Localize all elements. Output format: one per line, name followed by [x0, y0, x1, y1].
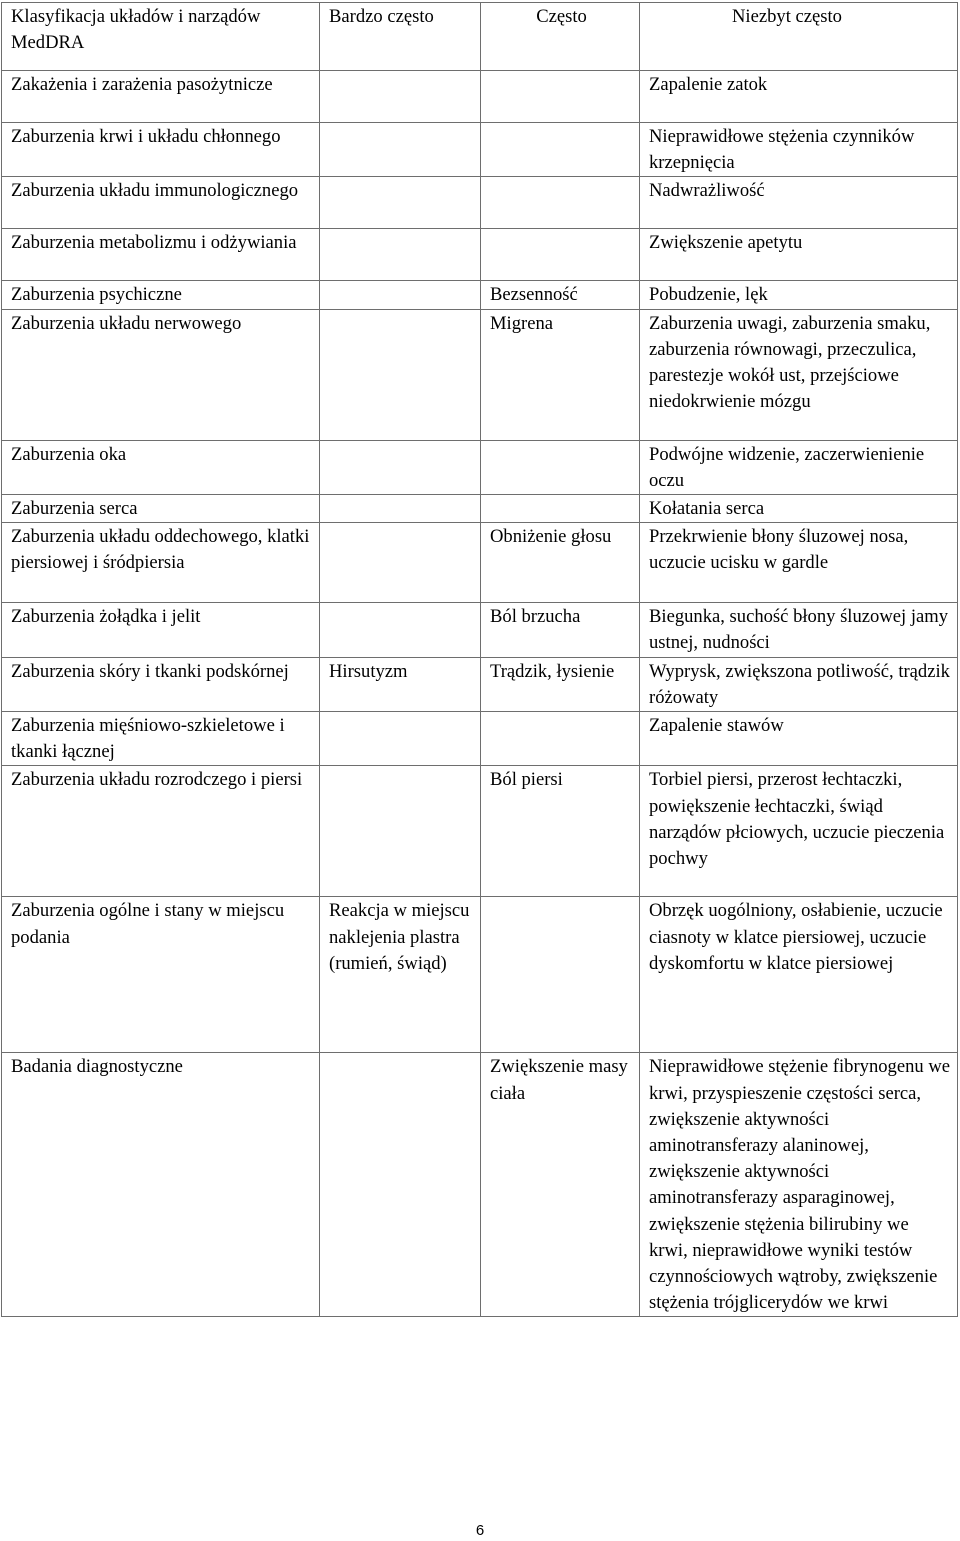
common-cell	[481, 495, 640, 523]
very-common-cell	[320, 766, 481, 897]
table-row	[2, 712, 958, 766]
common-cell: Trądzik, łysienie	[481, 657, 640, 711]
system-organ-class-cell: Zaburzenia żołądka i jelit	[2, 603, 320, 657]
uncommon-cell: Kołatania serca	[640, 495, 958, 523]
uncommon-cell: Zapalenie zatok	[640, 71, 958, 123]
common-cell	[481, 71, 640, 123]
table-row	[2, 71, 958, 123]
uncommon-cell: Nieprawidłowe stężenia czynników krzepnięcia	[640, 123, 958, 177]
system-organ-class-cell: Zaburzenia metabolizmu i odżywiania	[2, 229, 320, 281]
table-row	[2, 766, 958, 897]
common-cell	[481, 123, 640, 177]
table-row	[2, 657, 958, 711]
uncommon-cell: Biegunka, suchość błony śluzowej jamy ustnej, nudności	[640, 603, 958, 657]
table-row	[2, 229, 958, 281]
system-organ-class-cell: Zaburzenia skóry i tkanki podskórnej	[2, 657, 320, 711]
uncommon-cell: Nadwrażliwość	[640, 177, 958, 229]
very-common-cell	[320, 603, 481, 657]
very-common-cell	[320, 281, 481, 309]
uncommon-cell: Pobudzenie, lęk	[640, 281, 958, 309]
very-common-cell	[320, 177, 481, 229]
system-organ-class-cell: Zaburzenia układu rozrodczego i piersi	[2, 766, 320, 897]
very-common-cell: Hirsutyzm	[320, 657, 481, 711]
header-common: Często	[481, 3, 640, 71]
uncommon-cell: Zaburzenia uwagi, zaburzenia smaku, zaburzenia równowagi, przeczulica, parestezje wokół ust, przejściowe niedokrwienie mózgu	[640, 309, 958, 440]
header-uncommon: Niezbyt często	[640, 3, 958, 71]
uncommon-cell: Obrzęk uogólniony, osłabienie, uczucie ciasnoty w klatce piersiowej, uczucie dyskomfortu w klatce piersiowej	[640, 897, 958, 1053]
very-common-cell	[320, 1053, 481, 1317]
system-organ-class-cell: Zaburzenia psychiczne	[2, 281, 320, 309]
header-classification: Klasyfikacja układów i narządów MedDRA	[2, 3, 320, 71]
common-cell: Migrena	[481, 309, 640, 440]
table-row	[2, 281, 958, 309]
very-common-cell	[320, 523, 481, 603]
table-row	[2, 309, 958, 440]
very-common-cell	[320, 123, 481, 177]
common-cell	[481, 712, 640, 766]
very-common-cell	[320, 495, 481, 523]
common-cell: Ból piersi	[481, 766, 640, 897]
system-organ-class-cell: Zaburzenia układu oddechowego, klatki piersiowej i śródpiersia	[2, 523, 320, 603]
table-row	[2, 603, 958, 657]
system-organ-class-cell: Zaburzenia mięśniowo-szkieletowe i tkanki łącznej	[2, 712, 320, 766]
common-cell: Obniżenie głosu	[481, 523, 640, 603]
system-organ-class-cell: Badania diagnostyczne	[2, 1053, 320, 1317]
table-row	[2, 1053, 958, 1317]
adverse-reactions-table	[1, 2, 958, 1317]
table-row	[2, 495, 958, 523]
system-organ-class-cell: Zaburzenia oka	[2, 440, 320, 494]
uncommon-cell: Torbiel piersi, przerost łechtaczki, powiększenie łechtaczki, świąd narządów płciowych, uczucie pieczenia pochwy	[640, 766, 958, 897]
uncommon-cell: Podwójne widzenie, zaczerwienienie oczu	[640, 440, 958, 494]
very-common-cell	[320, 309, 481, 440]
system-organ-class-cell: Zaburzenia ogólne i stany w miejscu podania	[2, 897, 320, 1053]
table-row	[2, 177, 958, 229]
common-cell	[481, 229, 640, 281]
table-row	[2, 440, 958, 494]
very-common-cell	[320, 712, 481, 766]
common-cell	[481, 440, 640, 494]
common-cell: Ból brzucha	[481, 603, 640, 657]
uncommon-cell: Przekrwienie błony śluzowej nosa, uczucie ucisku w gardle	[640, 523, 958, 603]
system-organ-class-cell: Zaburzenia krwi i układu chłonnego	[2, 123, 320, 177]
system-organ-class-cell: Zaburzenia układu immunologicznego	[2, 177, 320, 229]
uncommon-cell: Wyprysk, zwiększona potliwość, trądzik różowaty	[640, 657, 958, 711]
very-common-cell	[320, 71, 481, 123]
common-cell	[481, 897, 640, 1053]
common-cell	[481, 177, 640, 229]
table-row	[2, 523, 958, 603]
table-row	[2, 897, 958, 1053]
common-cell: Zwiększenie masy ciała	[481, 1053, 640, 1317]
header-row	[2, 3, 958, 71]
table-row	[2, 123, 958, 177]
page-number: 6	[475, 1522, 485, 1539]
very-common-cell	[320, 440, 481, 494]
uncommon-cell: Zapalenie stawów	[640, 712, 958, 766]
system-organ-class-cell: Zaburzenia układu nerwowego	[2, 309, 320, 440]
uncommon-cell: Zwiększenie apetytu	[640, 229, 958, 281]
common-cell: Bezsenność	[481, 281, 640, 309]
very-common-cell	[320, 229, 481, 281]
system-organ-class-cell: Zaburzenia serca	[2, 495, 320, 523]
uncommon-cell: Nieprawidłowe stężenie fibrynogenu we krwi, przyspieszenie częstości serca, zwiększenie aktywności aminotransferazy alaninowej, zwiększenie aktywności aminotransferazy asparaginowej, zwiększenie stężenia bilirubiny we krwi, nieprawidłowe wyniki testów czynnościowych wątroby, zwiększenie stężenia trójglicerydów we krwi	[640, 1053, 958, 1317]
very-common-cell: Reakcja w miejscu naklejenia plastra (rumień, świąd)	[320, 897, 481, 1053]
header-very-common: Bardzo często	[320, 3, 481, 71]
system-organ-class-cell: Zakażenia i zarażenia pasożytnicze	[2, 71, 320, 123]
